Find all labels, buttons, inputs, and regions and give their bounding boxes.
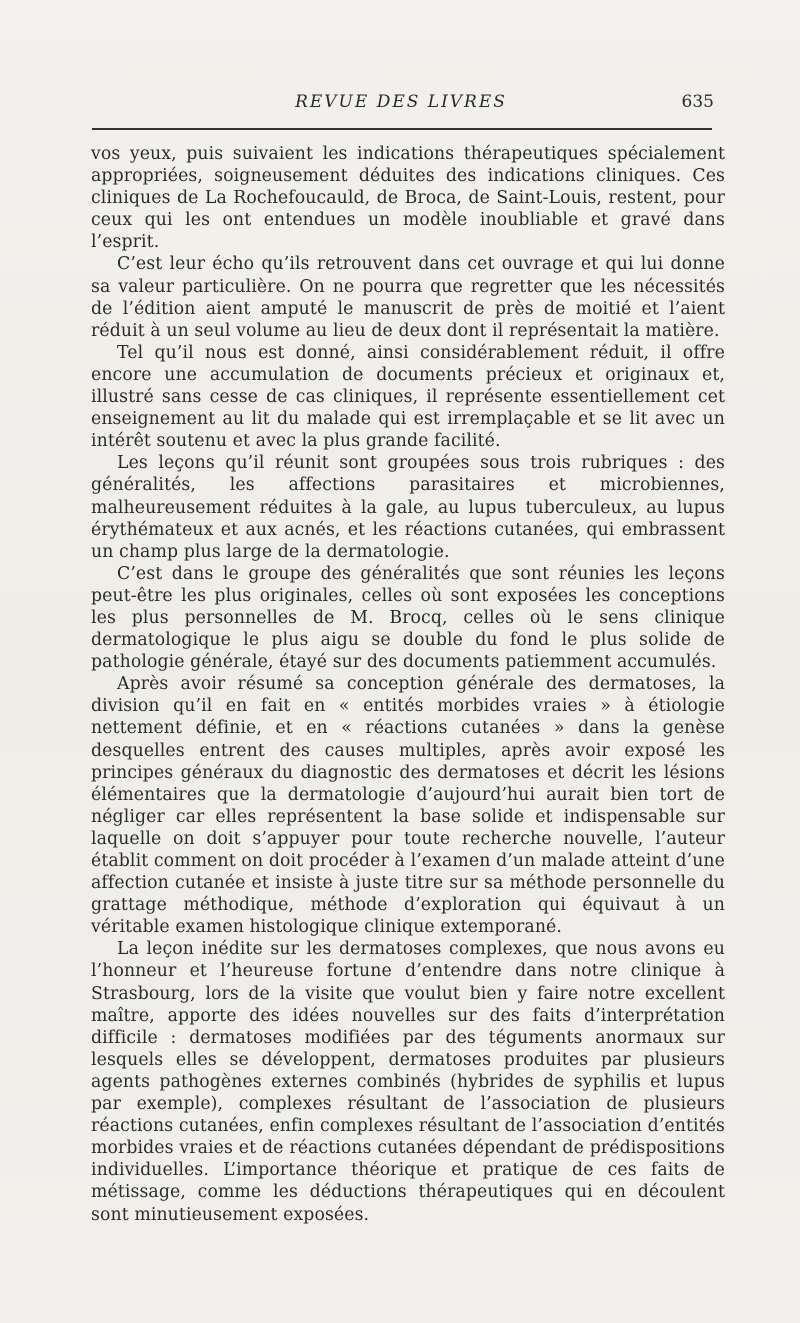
paragraph: Tel qu’il nous est donné, ainsi considérablement réduit, il offre encore une accumulation de documents précieux et originaux et, illustré sans cesse de cas cliniques, il représente essentiellement cet enseignement au lit du malade qui est irremplaçable et se lit avec un intérêt soutenu et avec la plus grande facilité. bbox=[91, 342, 725, 452]
header-rule bbox=[92, 128, 712, 130]
paragraph: C’est dans le groupe des généralités que sont réunies les leçons peut-être les plus originales, celles où sont exposées les conceptions les plus personnelles de M. Brocq, celles où le sens clinique dermatologique le plus aigu se double du fond le plus solide de pathologie générale, étayé sur des documents patiemment accumulés. bbox=[91, 563, 725, 673]
paragraph: Les leçons qu’il réunit sont groupées sous trois rubriques : des généralités, les affections parasitaires et microbiennes, malheureusement réduites à la gale, au lupus tuberculeux, au lupus érythémateux et aux acnés, et les réactions cutanées, qui embrassent un champ plus large de la dermatologie. bbox=[91, 453, 725, 562]
paragraph: vos yeux, puis suivaient les indications thérapeutiques spécialement appropriées, soigneusement déduites des indications cliniques. Ces cliniques de La Rochefoucauld, de Broca, de Saint-Louis, restent, pour ceux qui les ont entendues un modèle inoubliable et gravé dans l’esprit. bbox=[91, 144, 725, 253]
paragraph: Après avoir résumé sa conception générale des dermatoses, la division qu’il en fait en « entités morbides vraies » à étiologie nettement définie, et en « réactions cutanées » dans la genèse desquelles entrent des causes multiples, après avoir exposé les principes généraux du diagnostic des dermatoses et décrit les lésions élémentaires que la dermatologie d’aujourd’hui aurait bien tort de négliger car elles représentent la base solide et indispensable sur laquelle on doit s’appuyer pour toute recherche nouvelle, l’auteur établit comment on doit procéder à l’examen d’un malade atteint d’une affection cutanée et insiste à juste titre sur sa méthode personnelle du grattage méthodique, méthode d’exploration qui équivaut à un véritable examen histologique clinique extemporané. bbox=[91, 674, 725, 938]
running-title: REVUE DES LIVRES bbox=[295, 92, 507, 112]
paragraph: C’est leur écho qu’ils retrouvent dans cet ouvrage et qui lui donne sa valeur particulière. On ne pourra que regretter que les nécessités de l’édition aient amputé le manuscrit de près de moitié et l’aient réduit à un seul volume au lieu de deux dont il représentait la matière. bbox=[91, 254, 725, 341]
paragraph: La leçon inédite sur les dermatoses complexes, que nous avons eu l’honneur et l’heureuse fortune d’entendre dans notre clinique à Strasbourg, lors de la visite que voulut bien y faire notre excellent maître, apporte des idées nouvelles sur des faits d’interprétation difficile : dermatoses modifiées par des téguments anormaux sur lesquels elles se développent, dermatoses produites par plusieurs agents pathogènes externes combinés (hybrides de syphilis et lupus par exemple), complexes résultant de l’association de plusieurs réactions cutanées, enfin complexes résultant de l’association d’entités morbides vraies et de réactions cutanées dépendant de prédispositions individuelles. L’importance théorique et pratique de ces faits de métissage, comme les déductions thérapeutiques qui en découlent sont minutieusement exposées. bbox=[91, 939, 725, 1225]
page-number: 635 bbox=[681, 92, 714, 112]
running-head bbox=[90, 92, 712, 118]
body-text bbox=[91, 143, 725, 1226]
